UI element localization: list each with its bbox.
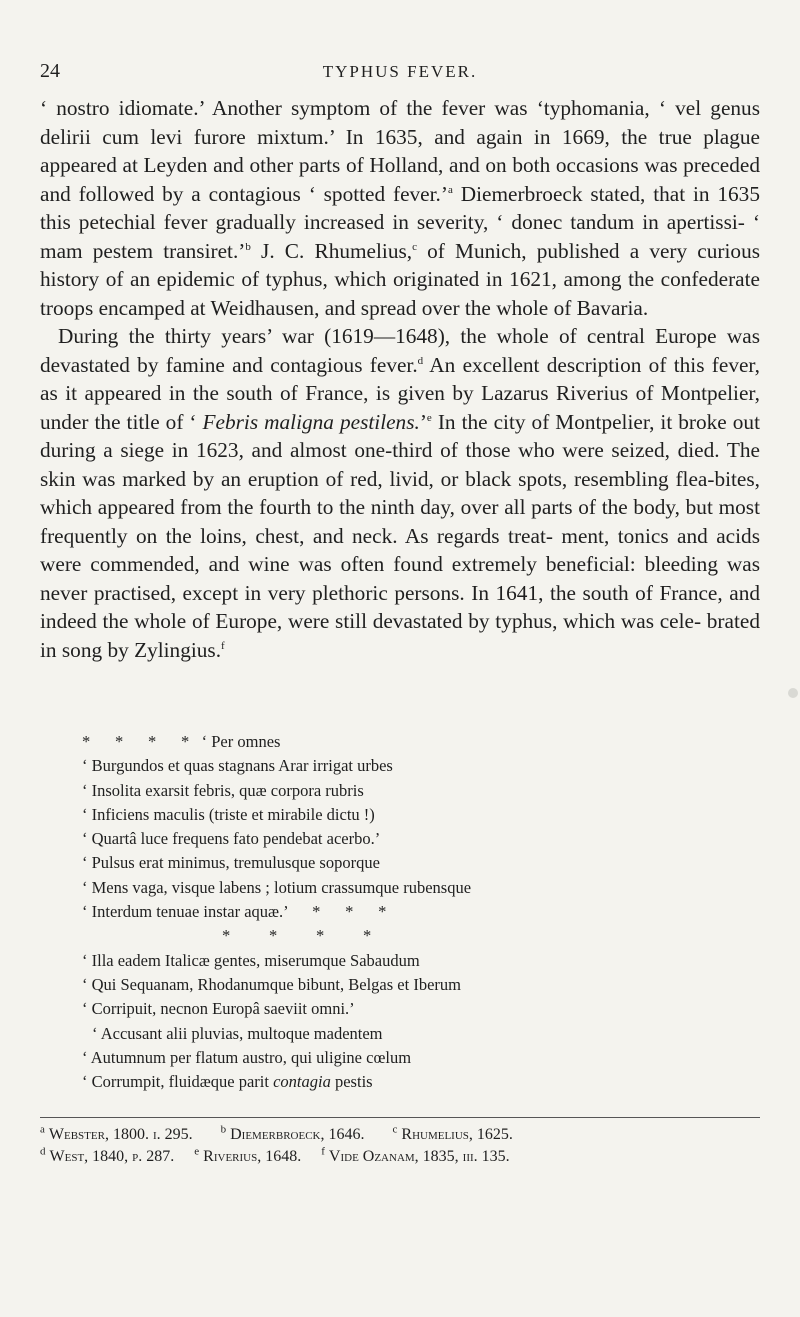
footnote-d: West, 1840, p. 287. bbox=[49, 1148, 175, 1165]
latin-poem bbox=[82, 730, 742, 1094]
text-run: In the city of Montpelier, it broke out during a siege in 1623, and almost one-third of those who were seized, died. The skin was marked by an eruption of red, livid, or black spots, resembling flea-bites, which appeared from the fourth to the ninth day, over all parts of the body, but most frequently on the loins, chest, and neck. As regards treat- ment, tonics and acids were commended, and wine was often found extremely beneficial: bleeding was never practised, except in very plethoric persons. In 1641, the south of France, and indeed the whole of Europe, were still devastated by typhus, which was cele- brated in song by Zylingius. bbox=[40, 409, 760, 662]
footnote-c: Rhumelius, 1625. bbox=[401, 1126, 513, 1143]
footnote-ref: d bbox=[417, 354, 424, 367]
poem-line: ‘ Corripuit, necnon Europâ saeviit omni.’ bbox=[82, 999, 355, 1019]
footnote-mark: c bbox=[392, 1123, 398, 1136]
footnote-mark: a bbox=[40, 1123, 45, 1136]
footnote-e: Riverius, 1648. bbox=[203, 1148, 302, 1165]
footnote-mark: e bbox=[194, 1145, 200, 1158]
text-run: During the thirty years’ war (1619—1648), the whole of central Europe was devastated by famine and contagious fever. bbox=[40, 324, 760, 377]
text-run: ‘ nostro idiomate.’ Another symptom of the fever was ‘typhomania, ‘ vel genus delirii cum levi furore mixtum.’ In 1635, and again in 1669, the true plague appeared at Leyden and other parts of Holland, and on both occasions was preceded and followed by a contagious ‘ spotted fever.’ bbox=[40, 96, 760, 206]
poem-line bbox=[82, 1070, 742, 1094]
poem-line: * * * * ‘ Per omnes bbox=[82, 732, 281, 751]
text-run: J. C. Rhumelius, bbox=[250, 238, 413, 263]
text-run: ‘ Corrumpit, fluidæque parit bbox=[82, 1072, 274, 1092]
asterism: * * * * bbox=[222, 926, 374, 946]
poem-line: ‘ Qui Sequanam, Rhodanumque bibunt, Belgas et Iberum bbox=[82, 974, 461, 994]
body-text bbox=[40, 94, 760, 664]
poem-line: ‘ Interdum tenuae instar aquæ.’ * * * bbox=[82, 902, 387, 922]
paragraph-1 bbox=[40, 94, 760, 322]
footnote-b: Diemerbroeck, 1646. bbox=[230, 1126, 365, 1143]
poem-line: ‘ Insolita exarsit febris, quæ corpora rubris bbox=[82, 780, 364, 800]
footnote-f: Vide Ozanam, 1835, iii. 135. bbox=[328, 1148, 510, 1165]
poem-line: ‘ Illa eadem Italicæ gentes, miserumque Sabaudum bbox=[82, 950, 420, 970]
footnote-line bbox=[40, 1124, 760, 1146]
page-header bbox=[40, 60, 760, 84]
emphasis: contagia bbox=[273, 1072, 331, 1092]
text-run: pestis bbox=[330, 1072, 373, 1092]
poem-line: ‘ Quartâ luce frequens fato pendebat acerbo.’ bbox=[82, 829, 381, 849]
footnote-ref: e bbox=[426, 411, 432, 424]
text-run: An excellent description of this fever, as it appeared in the south of France, is given by Lazarus Riverius of Montpelier, under the title of ‘ bbox=[40, 352, 760, 434]
footnote-mark: d bbox=[40, 1145, 46, 1158]
poem-line: ‘ Accusant alii pluvias, multoque madentem bbox=[92, 1023, 383, 1043]
poem-line: ‘ Burgundos et quas stagnans Arar irrigat urbes bbox=[82, 756, 393, 776]
footnote-line bbox=[40, 1146, 760, 1168]
footnote-ref: f bbox=[221, 639, 225, 652]
footnotes bbox=[40, 1124, 760, 1168]
footnote-rule bbox=[40, 1117, 760, 1118]
footnote-ref: b bbox=[245, 240, 251, 253]
poem-line: ‘ Autumnum per flatum austro, qui uligine cœlum bbox=[82, 1047, 412, 1067]
running-title: TYPHUS FEVER. bbox=[322, 62, 478, 81]
text-run: Diemerbroeck stated, that in 1635 this petechial fever gradually increased in severity, ‘ donec tandum in apertissi- ‘ mam pestem transiret.’ bbox=[40, 181, 760, 263]
work-title: Febris maligna pestilens. bbox=[202, 409, 420, 434]
paragraph-2 bbox=[40, 322, 760, 664]
text-run: of Munich, published a very curious history of an epidemic of typhus, which originated in 1621, among the confederate troops encamped at Weidhausen, and spread over the whole of Bavaria. bbox=[40, 238, 761, 320]
footnote-mark: b bbox=[220, 1123, 227, 1136]
paper-blemish bbox=[788, 688, 798, 698]
footnote-mark: f bbox=[321, 1145, 325, 1158]
poem-line: ‘ Pulsus erat minimus, tremulusque soporque bbox=[82, 853, 380, 873]
poem-line: ‘ Mens vaga, visque labens ; lotium crassumque rubensque bbox=[82, 877, 472, 897]
footnote-ref: c bbox=[412, 240, 417, 253]
poem-line: ‘ Inficiens maculis (triste et mirabile dictu !) bbox=[82, 804, 375, 824]
footnote-ref: a bbox=[447, 183, 453, 196]
text-run: ’ bbox=[419, 409, 427, 434]
page-number: 24 bbox=[40, 60, 60, 82]
footnote-a: Webster, 1800. i. 295. bbox=[48, 1126, 193, 1143]
